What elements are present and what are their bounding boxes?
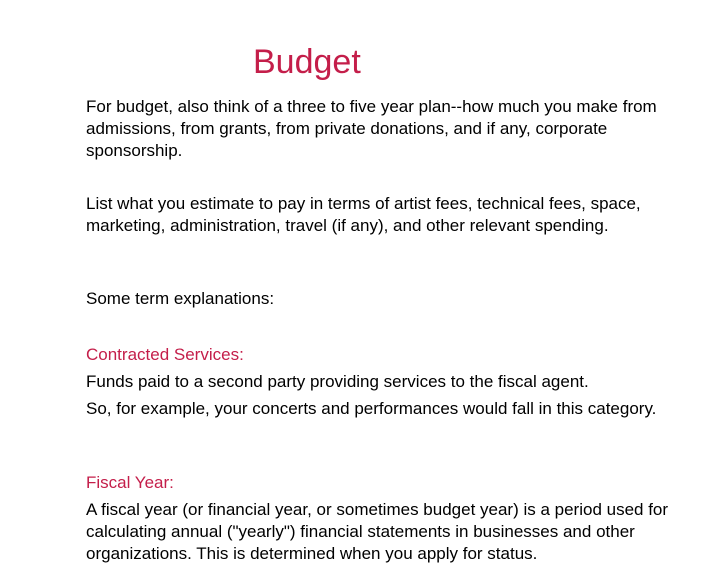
term-definition-line: So, for example, your concerts and performances would fall in this category.	[86, 399, 657, 418]
page-title: Budget	[253, 43, 361, 81]
list-paragraph: List what you estimate to pay in terms of artist fees, technical fees, space, marketing, administration, travel (if any), and other relevant spending.	[86, 194, 641, 235]
term-heading-contracted-services: Contracted Services:	[86, 345, 244, 364]
intro-paragraph: For budget, also think of a three to five year plan--how much you make from admissions, from grants, from private donations, and if any, corporate sponsorship.	[86, 97, 657, 160]
terms-intro-paragraph: Some term explanations:	[86, 289, 275, 308]
term-definition-line: A fiscal year (or financial year, or sometimes budget year) is a period used for calculating annual ("yearly") financial statements in businesses and other organizations. This is determined when you apply for status.	[86, 500, 669, 563]
term-heading-fiscal-year: Fiscal Year:	[86, 473, 174, 492]
term-definition-line: Funds paid to a second party providing services to the fiscal agent.	[86, 372, 589, 391]
